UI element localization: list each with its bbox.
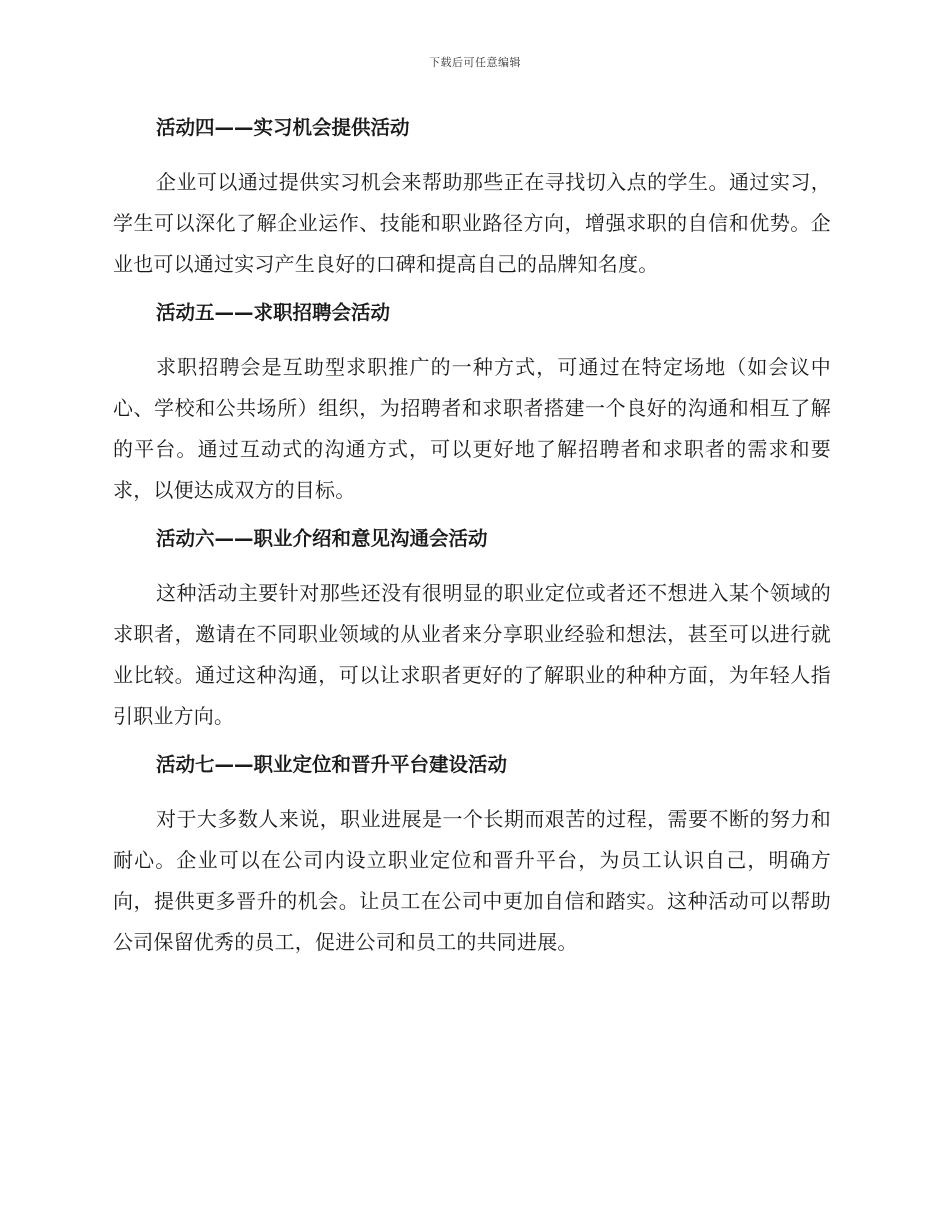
section-heading-activity-4: 活动四——实习机会提供活动 <box>156 116 410 139</box>
section-body-activity-6: 这种活动主要针对那些还没有很明显的职业定位或者还不想进入某个领域的求职者，邀请在不同职业领域的从业者来分享职业经验和想法，甚至可以进行就业比较。通过这种沟通，可以让求职者更好的了解职业的种种方面，为年轻人指引职业方向。 <box>113 581 831 728</box>
section-body-activity-5: 求职招聘会是互助型求职推广的一种方式，可通过在特定场地（如会议中心、学校和公共场所）组织，为招聘者和求职者搭建一个良好的沟通和相互了解的平台。通过互动式的沟通方式，可以更好地了解招聘者和求职者的需求和要求，以便达成双方的目标。 <box>113 355 831 502</box>
section-body-activity-4: 企业可以通过提供实习机会来帮助那些正在寻找切入点的学生。通过实习，学生可以深化了解企业运作、技能和职业路径方向，增强求职的自信和优势。企业也可以通过实习产生良好的口碑和提高自己的品牌知名度。 <box>113 170 831 276</box>
section-heading-activity-5: 活动五——求职招聘会活动 <box>156 301 391 324</box>
document-body <box>113 108 831 971</box>
section-body-activity-7: 对于大多数人来说，职业进展是一个长期而艰苦的过程，需要不断的努力和耐心。企业可以在公司内设立职业定位和晋升平台，为员工认识自己，明确方向，提供更多晋升的机会。让员工在公司中更加自信和踏实。这种活动可以帮助公司保留优秀的员工，促进公司和员工的共同进展。 <box>113 807 831 954</box>
page-header: 下载后可任意编辑 <box>429 56 521 69</box>
section-heading-activity-7: 活动七——职业定位和晋升平台建设活动 <box>156 753 508 776</box>
section-heading-activity-6: 活动六——职业介绍和意见沟通会活动 <box>156 527 488 550</box>
